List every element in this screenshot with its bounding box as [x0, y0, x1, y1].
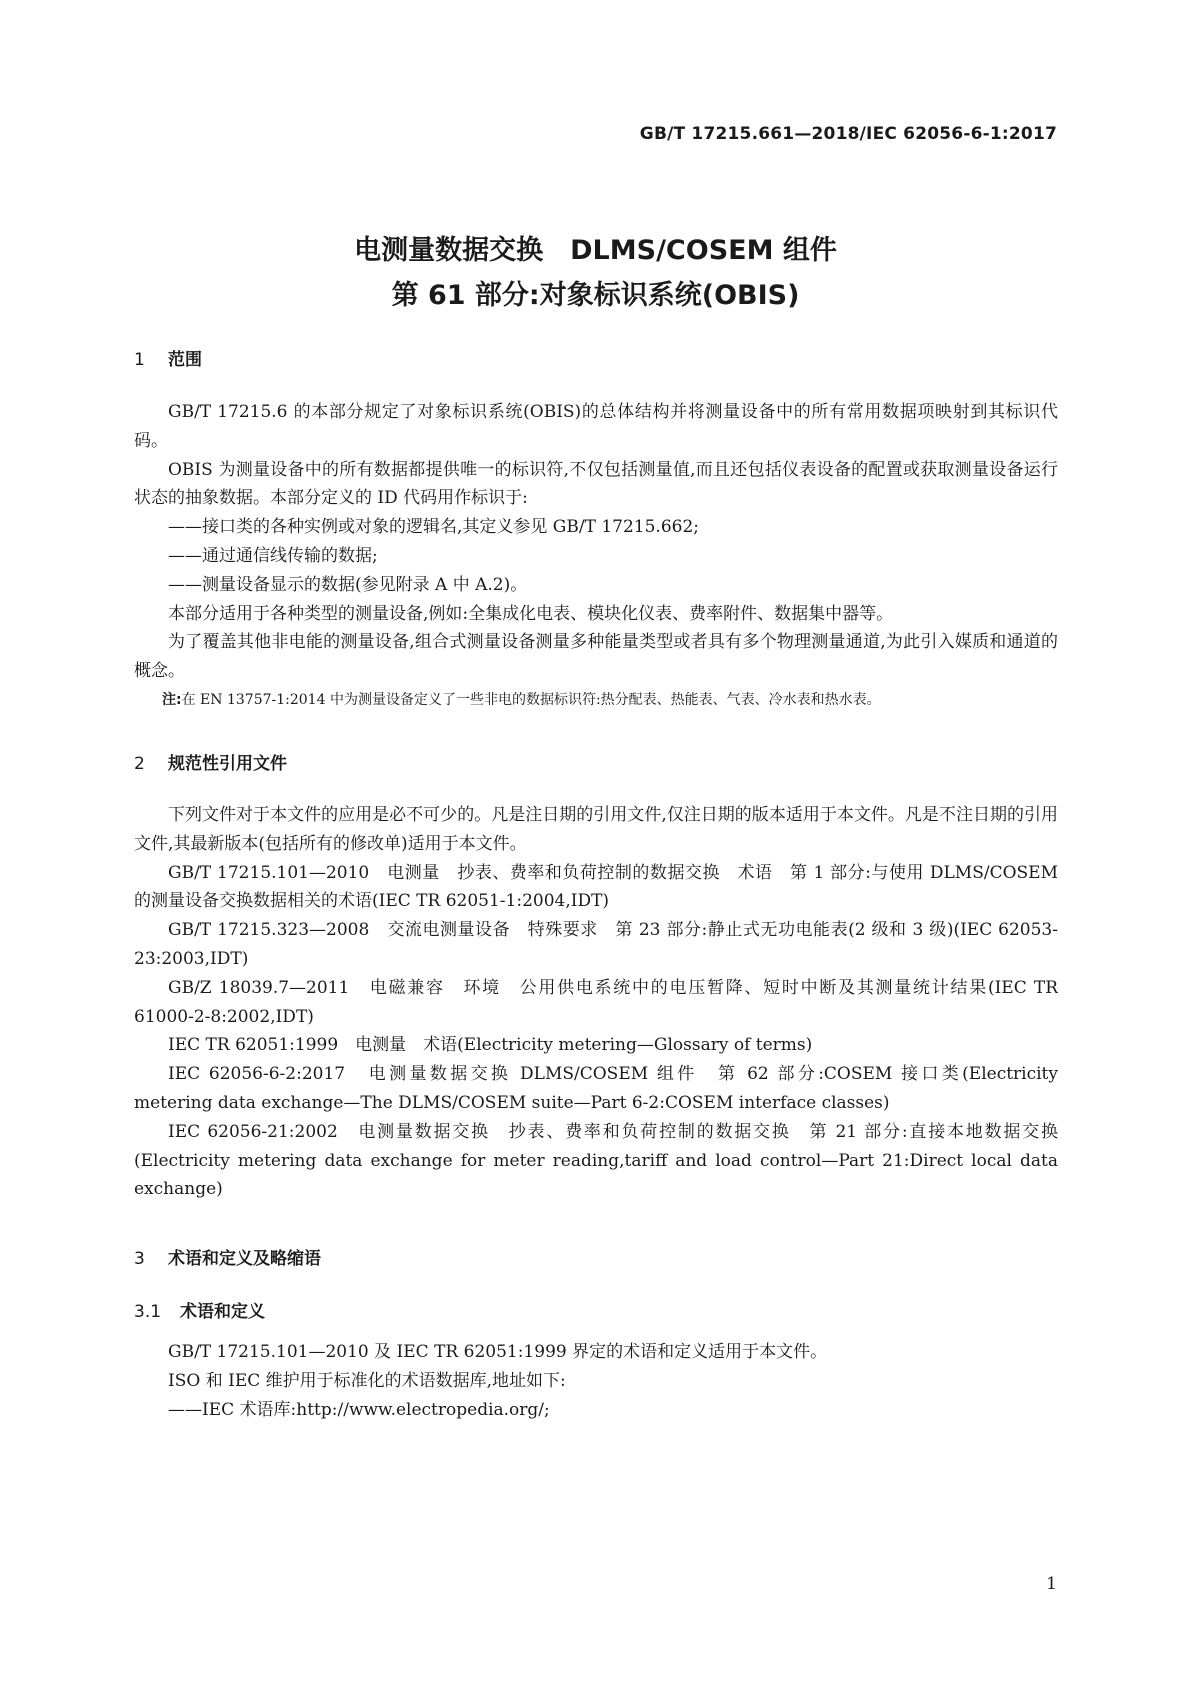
note-text: 在 EN 13757-1:2014 中为测量设备定义了一些非电的数据标识符:热分配表、热能表、气表、冷水表和热水表。: [181, 691, 881, 708]
reference-item: GB/T 17215.101—2010 电测量 抄表、费率和负荷控制的数据交换 术语 第 1 部分:与使用 DLMS/COSEM 的测量设备交换数据相关的术语(IEC TR 62051-1:2004,IDT): [134, 862, 1058, 912]
section-title: 范围: [168, 350, 202, 370]
subsection-title: 术语和定义: [180, 1302, 265, 1322]
section-3-1-body: [134, 1338, 1058, 1424]
note: [134, 686, 1058, 714]
section-3-1-heading: [134, 1297, 265, 1322]
page-number: 1: [1046, 1574, 1057, 1594]
section-number: 1: [134, 350, 145, 370]
standard-code: GB/T 17215.661—2018/IEC 62056-6-1:2017: [639, 124, 1057, 144]
list-item: ——测量设备显示的数据(参见附录 A 中 A.2)。: [168, 574, 528, 595]
list-item: ——IEC 术语库:http://www.electropedia.org/;: [168, 1399, 550, 1420]
paragraph: GB/T 17215.101—2010 及 IEC TR 62051:1999 界定的术语和定义适用于本文件。: [168, 1342, 828, 1362]
section-2-heading: [134, 749, 287, 774]
list-item: ——接口类的各种实例或对象的逻辑名,其定义参见 GB/T 17215.662;: [168, 517, 700, 538]
section-title: 术语和定义及略缩语: [168, 1249, 321, 1269]
document-title-line-2: 第 61 部分:对象标识系统(OBIS): [391, 280, 800, 311]
section-number: 3: [134, 1249, 145, 1269]
section-1-heading: [134, 345, 202, 370]
paragraph: 为了覆盖其他非电能的测量设备,组合式测量设备测量多种能量类型或者具有多个物理测量通道,为此引入媒质和通道的概念。: [134, 632, 1058, 682]
paragraph: 下列文件对于本文件的应用是必不可少的。凡是注日期的引用文件,仅注日期的版本适用于本文件。凡是不注日期的引用文件,其最新版本(包括所有的修改单)适用于本文件。: [134, 805, 1058, 854]
document-title-line-1: 电测量数据交换 DLMS/COSEM 组件: [354, 235, 837, 266]
reference-item: IEC 62056-6-2:2017 电测量数据交换 DLMS/COSEM 组件 第 62 部分:COSEM 接口类(Electricity metering data exchange—The DLMS/COSEM suite—Part 6-2:COSEM interface classes): [134, 1064, 1058, 1113]
section-3-heading: [134, 1244, 321, 1269]
reference-item: GB/T 17215.323—2008 交流电测量设备 特殊要求 第 23 部分:静止式无功电能表(2 级和 3 级)(IEC 62053-23:2003,IDT): [134, 920, 1058, 969]
section-2-body: [134, 801, 1058, 1204]
subsection-number: 3.1: [134, 1302, 162, 1322]
note-label: 注:: [162, 691, 182, 708]
paragraph: GB/T 17215.6 的本部分规定了对象标识系统(OBIS)的总体结构并将测量设备中的所有常用数据项映射到其标识代码。: [134, 402, 1058, 451]
paragraph: ISO 和 IEC 维护用于标准化的术语数据库,地址如下:: [168, 1370, 566, 1391]
reference-item: GB/Z 18039.7—2011 电磁兼容 环境 公用供电系统中的电压暂降、短时中断及其测量统计结果(IEC TR 61000-2-8:2002,IDT): [134, 977, 1058, 1027]
section-number: 2: [134, 754, 145, 774]
paragraph: OBIS 为测量设备中的所有数据都提供唯一的标识符,不仅包括测量值,而且还包括仪表设备的配置或获取测量设备运行状态的抽象数据。本部分定义的 ID 代码用作标识于:: [134, 459, 1058, 509]
paragraph: 本部分适用于各种类型的测量设备,例如:全集成化电表、模块化仪表、费率附件、数据集中器等。: [168, 603, 894, 624]
section-title: 规范性引用文件: [168, 754, 287, 774]
list-item: ——通过通信线传输的数据;: [168, 545, 378, 566]
reference-item: IEC 62056-21:2002 电测量数据交换 抄表、费率和负荷控制的数据交换 第 21 部分:直接本地数据交换(Electricity metering data exchange for meter reading,tariff and load control—Part 21:Direct local data exchange): [134, 1121, 1058, 1200]
reference-item: IEC TR 62051:1999 电测量 术语(Electricity metering—Glossary of terms): [168, 1035, 813, 1056]
section-1-body: [134, 398, 1058, 714]
